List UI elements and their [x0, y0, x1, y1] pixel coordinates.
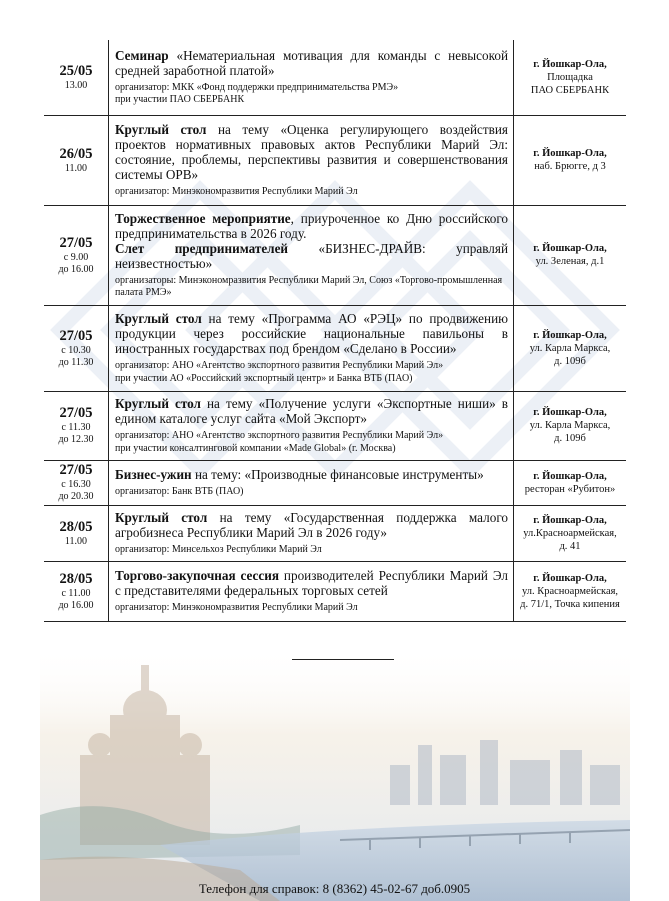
place-city: г. Йошкар-Ола, [533, 329, 607, 341]
event-day: 27/05 [59, 462, 93, 478]
event-topic: на тему «Программа АО «РЭЦ» по продвижению продукции через российские национальные павильоны в иностранных государствах под брендом «Сделано в России» [115, 311, 508, 356]
organizer-line: организатор: Минсельхоз Республики Марий Эл [115, 543, 322, 555]
event-place-cell [514, 305, 627, 391]
event-topic: на тему «Оценка регулирующего воздействия проектов нормативных правовых актов Республики Марий Эл: состояние, проблемы, перспективы развития и совершенствования системы ОРВ» [115, 121, 508, 182]
place-city: г. Йошкар-Ола, [533, 243, 607, 254]
event-date-cell [44, 391, 109, 460]
city-photo-background [40, 645, 630, 901]
event-title [115, 510, 508, 540]
event-title-secondary [115, 241, 508, 271]
event-day: 27/05 [59, 405, 93, 421]
organizer-line: при участии ПАО СБЕРБАНК [115, 94, 245, 106]
event-row [44, 305, 626, 391]
event-date-cell [44, 40, 109, 115]
place-address-line: Площадка [547, 71, 593, 83]
event-date-cell [44, 115, 109, 205]
event-row [44, 505, 626, 561]
event-row [44, 115, 626, 205]
event-topic: «БИЗНЕС-ДРАЙВ: управляй неизвестностью» [115, 240, 508, 271]
place-address-line: наб. Брюгге, д 3 [534, 161, 606, 172]
place-address-line: ул. Красноармейская, [521, 585, 619, 597]
event-topic: на тему «Получение услуги «Экспортные ниши» в едином каталоге услуг сайта «Мой Экспорт» [115, 396, 508, 426]
event-place-cell [514, 205, 627, 305]
event-type: Бизнес-ужин [115, 466, 192, 482]
event-time: с 11.00 [61, 587, 91, 599]
organizer-line: организатор: МКК «Фонд поддержки предпринимательства РМЭ» [115, 81, 399, 93]
event-topic: на тему: «Производные финансовые инструменты» [191, 466, 484, 482]
phone-footer: Телефон для справок: 8 (8362) 45-02-67 доб.0905 [198, 881, 471, 896]
event-topic: на тему «Государственная поддержка малого агробизнеса Республики Марий Эл в 2026 году» [115, 509, 508, 540]
event-time: 13.00 [64, 79, 88, 91]
event-place-cell [514, 561, 627, 621]
event-topic: , приуроченное ко Дню российского предпринимательства в 2026 году. [115, 210, 508, 241]
event-day: 27/05 [59, 234, 93, 251]
event-day: 25/05 [59, 62, 93, 79]
event-date-cell [44, 205, 109, 305]
organizer-line: организаторы: Минэкономразвития Республики Марий Эл, Союз «Торгово-промышленная палата РМЭ» [115, 274, 503, 298]
event-time: до 16.00 [58, 599, 94, 611]
organizer-line: организатор: Минэкономразвития Республики Марий Эл [115, 185, 358, 197]
event-organizer [115, 544, 508, 557]
place-city: г. Йошкар-Ола, [533, 572, 607, 584]
place-city: г. Йошкар-Ола, [533, 407, 607, 418]
event-title [115, 396, 508, 426]
event-time: с 10.30 [61, 344, 91, 356]
event-time: с 16.30 [61, 479, 91, 490]
event-place-cell [514, 460, 627, 505]
event-description-cell [109, 561, 514, 621]
event-place-cell [514, 391, 627, 460]
event-title [115, 311, 508, 356]
place-address-line: ул. Карла Маркса, [529, 420, 611, 431]
event-description-cell [109, 205, 514, 305]
event-row [44, 205, 626, 305]
place-address-line: д. 109б [554, 433, 586, 444]
event-time: до 20.30 [58, 491, 94, 502]
event-description-cell [109, 505, 514, 561]
event-type: Круглый стол [115, 121, 207, 137]
event-organizer [115, 360, 508, 385]
section-divider [292, 659, 394, 660]
event-day: 28/05 [59, 570, 93, 587]
event-organizer [115, 275, 508, 300]
event-type: Круглый стол [115, 311, 202, 326]
organizer-line: организатор: Банк ВТБ (ПАО) [115, 485, 244, 497]
event-place-cell [514, 505, 627, 561]
place-address-line: ресторан «Рубитон» [524, 483, 616, 495]
event-time: до 16.00 [58, 263, 94, 275]
event-row [44, 40, 626, 115]
place-address-line: д. 41 [559, 540, 581, 552]
place-city: г. Йошкар-Ола, [533, 148, 607, 159]
event-topic: «Нематериальная мотивация для команды с невысокой средней заработной платой» [115, 47, 508, 78]
event-title [115, 467, 508, 482]
event-type: Торгово-закупочная сессия [115, 567, 279, 583]
event-description-cell [109, 115, 514, 205]
event-time: 11.00 [64, 535, 88, 547]
place-address-line: д. 71/1, Точка кипения [520, 598, 620, 610]
organizer-line: организатор: Минэкономразвития Республики Марий Эл [115, 601, 358, 613]
event-time: до 11.30 [58, 356, 94, 368]
organizer-line: при участии консалтинговой компании «Made Global» (г. Москва) [115, 442, 396, 454]
event-type: Круглый стол [115, 509, 208, 525]
place-address-line: ул.Красноармейская, [523, 527, 617, 539]
event-type: Круглый стол [115, 396, 201, 411]
place-address-line: ул. Зеленая, д.1 [535, 256, 605, 267]
event-title [115, 211, 508, 241]
event-type: Слет предпринимателей [115, 240, 289, 256]
event-organizer [115, 186, 508, 199]
event-time: с 11.30 [61, 422, 91, 433]
event-place-cell [514, 115, 627, 205]
event-title [115, 122, 508, 182]
place-city: г. Йошкар-Ола, [533, 470, 607, 482]
event-organizer [115, 486, 508, 499]
event-time: 11.00 [64, 162, 88, 174]
event-date-cell [44, 460, 109, 505]
event-date-cell [44, 505, 109, 561]
event-description-cell [109, 391, 514, 460]
place-address-line: ПАО СБЕРБАНК [530, 84, 610, 96]
event-title [115, 48, 508, 78]
event-description-cell [109, 40, 514, 115]
event-place-cell [514, 40, 627, 115]
event-title [115, 568, 508, 598]
event-organizer [115, 82, 508, 107]
event-day: 28/05 [59, 518, 93, 535]
event-description-cell [109, 305, 514, 391]
place-address-line: ул. Карла Маркса, [529, 342, 611, 354]
event-organizer [115, 430, 508, 455]
organizer-line: при участии АО «Российский экспортный центр» и Банка ВТБ (ПАО) [115, 372, 413, 384]
event-row [44, 391, 626, 460]
event-type: Семинар [115, 47, 169, 63]
event-date-cell [44, 305, 109, 391]
place-address-line: д. 109б [554, 355, 586, 367]
organizer-line: организатор: АНО «Агентство экспортного развития Республики Марий Эл» [115, 430, 444, 441]
event-day: 27/05 [59, 327, 93, 344]
event-time: до 12.30 [58, 434, 94, 445]
event-date-cell [44, 561, 109, 621]
event-type: Торжественное мероприятие [115, 210, 291, 226]
event-organizer [115, 602, 508, 615]
event-row [44, 460, 626, 505]
place-city: г. Йошкар-Ола, [533, 514, 607, 526]
event-description-cell [109, 460, 514, 505]
organizer-line: организатор: АНО «Агентство экспортного развития Республики Марий Эл» [115, 360, 444, 371]
events-schedule-table [44, 40, 626, 622]
place-city: г. Йошкар-Ола, [533, 58, 607, 70]
event-day: 26/05 [59, 145, 93, 162]
event-topic: производителей Республики Марий Эл с представителями федеральных торговых сетей [115, 567, 508, 598]
event-time: с 9.00 [63, 251, 89, 263]
event-row [44, 561, 626, 621]
